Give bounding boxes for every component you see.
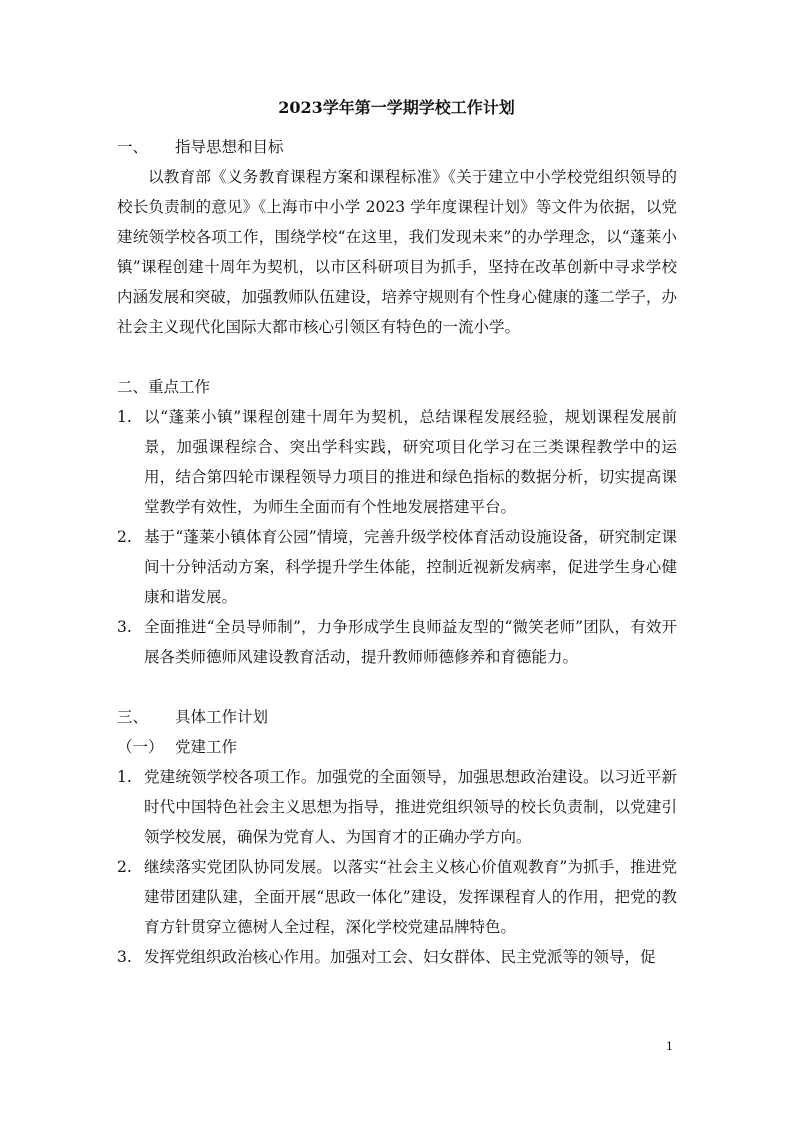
list-item <box>117 942 677 972</box>
document-body <box>117 132 677 972</box>
list-item-number: 1. <box>117 408 132 426</box>
subsection-1-heading <box>117 732 677 762</box>
list-item-number: 3. <box>117 948 132 966</box>
section-1-heading <box>117 132 677 162</box>
list-item <box>117 522 677 612</box>
section-3-number: 三、 <box>117 708 149 726</box>
subsection-1-title: 党建工作 <box>175 738 238 756</box>
list-item-text: 以“蓬莱小镇”课程创建十周年为契机，总结课程发展经验，规划课程发展前景，加强课程综合、突出学科实践，研究项目化学习在三类课程教学中的运用，结合第四轮市课程领导力项目的推进和绿色指标的数据分析，切实提高课堂教学有效性，为师生全面而有个性地发展搭建平台。 <box>144 408 677 516</box>
list-item-number: 3. <box>117 618 132 636</box>
list-item-text: 党建统领学校各项工作。加强党的全面领导，加强思想政治建设。以习近平新时代中国特色社会主义思想为指导，推进党组织领导的校长负责制，以党建引领学校发展，确保为党育人、为国育才的正确办学方向。 <box>144 768 677 846</box>
section-1-paragraph: 以教育部《义务教育课程方案和课程标准》《关于建立中小学校党组织领导的校长负责制的意见》《上海市中小学 2023 学年度课程计划》等文件为依据，以党建统领学校各项工作，围绕学校“在这里，我们发现未来”的办学理念，以“蓬莱小镇”课程创建十周年为契机，以市区科研项目为抓手，坚持在改革创新中寻求学校内涵发展和突破，加强教师队伍建设，培养守规则有个性身心健康的蓬二学子，办社会主义现代化国际大都市核心引领区有特色的一流小学。 <box>117 168 677 336</box>
list-item-number: 2. <box>117 528 132 546</box>
list-item <box>117 762 677 852</box>
list-item-text: 基于“蓬莱小镇体育公园”情境，完善升级学校体育活动设施设备，研究制定课间十分钟活动方案，科学提升学生体能，控制近视新发病率，促进学生身心健康和谐发展。 <box>144 528 677 606</box>
section-1-title: 指导思想和目标 <box>175 138 284 156</box>
section-3-title: 具体工作计划 <box>175 708 269 726</box>
section-3-heading <box>117 702 677 732</box>
section-2-title: 二、重点工作 <box>117 378 211 396</box>
list-item-text: 全面推进“全员导师制”，力争形成学生良师益友型的“微笑老师”团队，有效开展各类师德师风建设教育活动，提升教师师德修养和育德能力。 <box>144 618 677 666</box>
blank-line <box>117 342 677 372</box>
section-2-heading <box>117 372 677 402</box>
subsection-1-number: （一） <box>117 738 164 756</box>
list-item-text: 继续落实党团队协同发展。以落实“社会主义核心价值观教育”为抓手，推进党建带团建队建，全面开展“思政一体化”建设，发挥课程育人的作用，把党的教育方针贯穿立德树人全过程，深化学校党建品牌特色。 <box>144 858 677 936</box>
list-item-number: 1. <box>117 768 132 786</box>
blank-line <box>117 672 677 702</box>
list-item-number: 2. <box>117 858 132 876</box>
list-item-text: 发挥党组织政治核心作用。加强对工会、妇女群体、民主党派等的领导，促 <box>144 948 656 966</box>
section-1-number: 一、 <box>117 138 149 156</box>
list-item <box>117 402 677 522</box>
document-title: 2023学年第一学期学校工作计划 <box>278 98 515 117</box>
list-item <box>117 852 677 942</box>
list-item <box>117 612 677 672</box>
page-number: 1 <box>666 1040 673 1053</box>
